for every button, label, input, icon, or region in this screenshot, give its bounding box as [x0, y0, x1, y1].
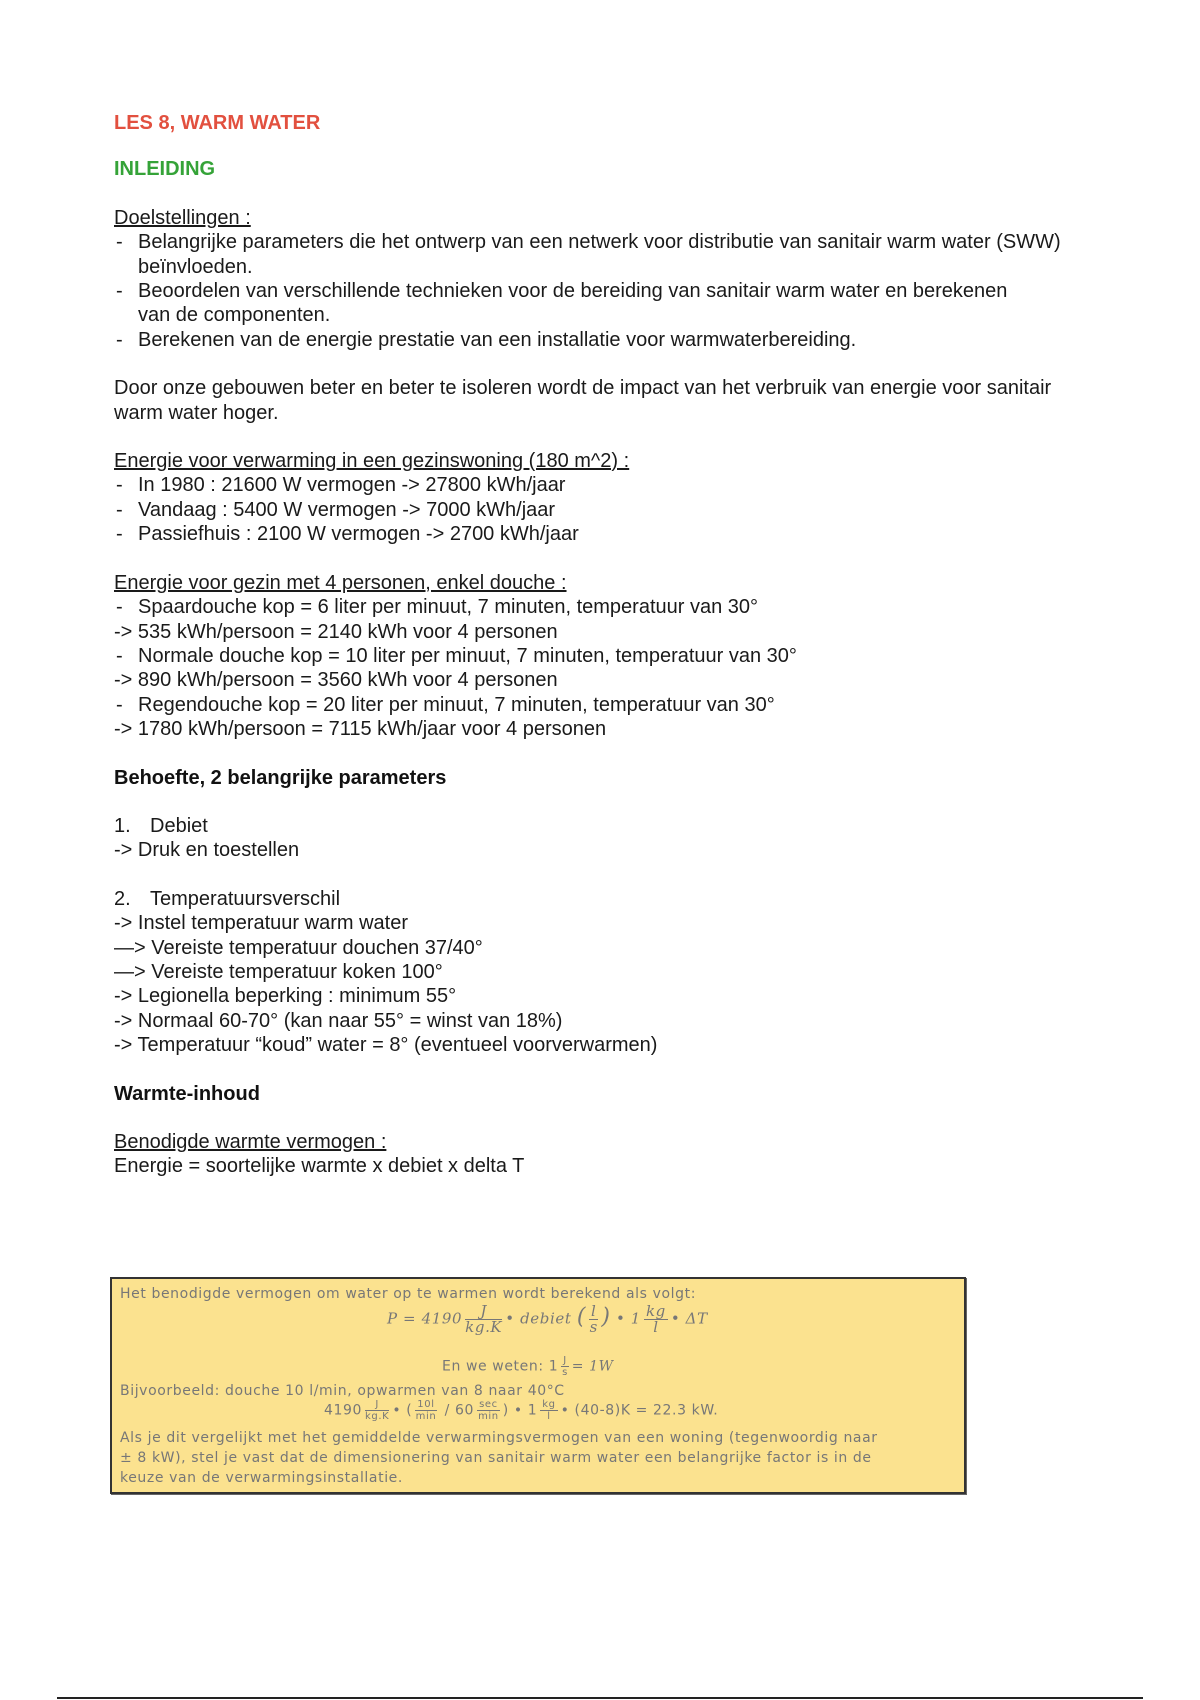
- param-line: -> Instel temperatuur warm water: [114, 912, 408, 935]
- eq-frac-num: sec: [479, 1399, 498, 1410]
- list-number: 1.: [114, 814, 131, 837]
- eq-frac-den: min: [478, 1411, 499, 1422]
- list-item: - In 1980 : 21600 W vermogen -> 27800 kWh/jaar: [114, 473, 1104, 497]
- shower-result: -> 890 kWh/persoon = 3560 kWh voor 4 personen: [114, 669, 558, 692]
- conclusion-line: ± 8 kW), stel je vast dat de dimensionering van sanitair warm water een belangrijke factor is in de: [120, 1450, 872, 1466]
- param-line: -> Temperatuur “koud” water = 8° (eventueel voorverwarmen): [114, 1034, 658, 1057]
- energie-gezin-block: [114, 571, 1104, 742]
- eq-text: • debiet: [505, 1309, 572, 1328]
- eq-frac-num: l: [591, 1302, 597, 1320]
- eq-frac-num: J: [365, 1399, 389, 1411]
- list-item: - Spaardouche kop = 6 liter per minuut, 7 minuten, temperatuur van 30°: [114, 595, 1104, 619]
- eq-frac-den: min: [415, 1411, 437, 1422]
- eq-frac-num: 10l: [417, 1399, 435, 1410]
- eq-text: P = 4190: [387, 1309, 463, 1328]
- document-page: [114, 111, 1104, 1179]
- shower-result: -> 1780 kWh/persoon = 7115 kWh/jaar voor 4 personen: [114, 718, 607, 741]
- param-label: Temperatuursverschil: [150, 887, 341, 910]
- eq-text: • ΔT: [670, 1309, 708, 1328]
- known-equation: [442, 1355, 614, 1378]
- list-item: - Normale douche kop = 10 liter per minuut, 7 minuten, temperatuur van 30°: [114, 644, 1104, 668]
- warmte-subheading: Benodigde warmte vermogen :: [114, 1131, 387, 1153]
- eq-frac-den: kg.K: [465, 1318, 503, 1336]
- eq-text: 4190: [324, 1402, 363, 1419]
- intro-paragraph: Door onze gebouwen beter en beter te isoleren wordt de impact van het verbruik van energie voor sanitair warm water hoger.: [114, 377, 1052, 424]
- param-line: —> Vereiste temperatuur koken 100°: [114, 960, 443, 983]
- shower-list-3: [114, 693, 1104, 717]
- footer-divider: [57, 1697, 1143, 1699]
- energie-verwarming-heading: Energie voor verwarming in een gezinswoning (180 m^2) :: [114, 450, 630, 473]
- list-item: - Passiefhuis : 2100 W vermogen -> 2700 kWh/jaar: [114, 522, 1104, 546]
- eq-frac-num: kg: [645, 1302, 666, 1320]
- eq-frac-num: J: [465, 1304, 502, 1320]
- shower-list-1: [114, 595, 1104, 619]
- eq-frac-num: J: [563, 1355, 567, 1366]
- eq-frac-den: kg.K: [365, 1411, 390, 1422]
- param-temperatuur: [114, 887, 1104, 1058]
- warmte-heading: Warmte-inhoud: [114, 1082, 260, 1105]
- doelstellingen-heading: Doelstellingen :: [114, 206, 251, 229]
- eq-text: = 1W: [571, 1358, 614, 1375]
- conclusion-line: keuze van de verwarmingsinstallatie.: [120, 1470, 403, 1486]
- shower-list-2: [114, 644, 1104, 668]
- example-line: Bijvoorbeeld: douche 10 l/min, opwarmen van 8 naar 40°C: [120, 1383, 565, 1399]
- param-line: -> Normaal 60-70° (kan naar 55° = winst van 18%): [114, 1009, 563, 1032]
- eq-frac-num: kg: [542, 1399, 556, 1410]
- param-line: -> Legionella beperking : minimum 55°: [114, 985, 457, 1008]
- page-title: LES 8, WARM WATER: [114, 112, 321, 134]
- conclusion-line: Als je dit vergelijkt met het gemiddelde verwarmingsvermogen van een woning (tegenwoordig naar: [120, 1430, 878, 1446]
- list-item: - Vandaag : 5400 W vermogen -> 7000 kWh/jaar: [114, 498, 1104, 522]
- formula-intro: Het benodigde vermogen om water op te warmen wordt berekend als volgt:: [120, 1286, 697, 1302]
- eq-frac-den: s: [562, 1367, 568, 1378]
- param-line: —> Vereiste temperatuur douchen 37/40°: [114, 936, 483, 959]
- list-item: - Belangrijke parameters die het ontwerp van een netwerk voor distributie van sanitair warm water (SWW) beïnvloeden.: [114, 230, 1068, 279]
- energie-gezin-heading: Energie voor gezin met 4 personen, enkel douche :: [114, 571, 567, 594]
- eq-text: En we weten: 1: [442, 1358, 559, 1375]
- eq-text: • (40-8)K = 22.3 kW.: [560, 1402, 719, 1419]
- calc-equation: [324, 1399, 718, 1422]
- eq-frac-den: l: [547, 1411, 551, 1422]
- param-debiet: [114, 814, 1104, 863]
- power-equation: P = 4190 $\frac{J}{kg.K}$ • debiet ( $\frac{l}{s}$ ) • 1 $\frac{kg}{l}$ • ΔT: [387, 1302, 708, 1336]
- energie-verwarming-block: [114, 449, 1104, 547]
- doelstellingen-block: [114, 206, 1104, 352]
- doelstellingen-list: [114, 230, 1104, 352]
- eq-text: • 1: [615, 1309, 641, 1328]
- eq-frac-den: l: [653, 1318, 659, 1336]
- list-item: - Regendouche kop = 20 liter per minuut, 7 minuten, temperatuur van 30°: [114, 693, 1104, 717]
- behoefte-heading: Behoefte, 2 belangrijke parameters: [114, 766, 447, 789]
- energie-verwarming-list: [114, 473, 1104, 546]
- eq-frac-den: s: [589, 1318, 598, 1336]
- eq-text: • (: [392, 1402, 413, 1419]
- param-line: -> Druk en toestellen: [114, 839, 300, 862]
- formula-box: [110, 1277, 966, 1494]
- section-heading-inleiding: INLEIDING: [114, 158, 216, 181]
- param-label: Debiet: [150, 814, 208, 837]
- eq-text: / 60: [444, 1402, 475, 1419]
- eq-text: ) • 1: [502, 1402, 538, 1419]
- list-item: - Berekenen van de energie prestatie van een installatie voor warmwaterbereiding.: [114, 328, 1104, 352]
- list-number: 2.: [114, 887, 131, 910]
- shower-result: -> 535 kWh/persoon = 2140 kWh voor 4 personen: [114, 620, 558, 643]
- list-item: - Beoordelen van verschillende technieken voor de bereiding van sanitair warm water en berekenen van de componenten.: [114, 279, 1038, 328]
- warmte-formula-text: Energie = soortelijke warmte x debiet x delta T: [114, 1155, 525, 1178]
